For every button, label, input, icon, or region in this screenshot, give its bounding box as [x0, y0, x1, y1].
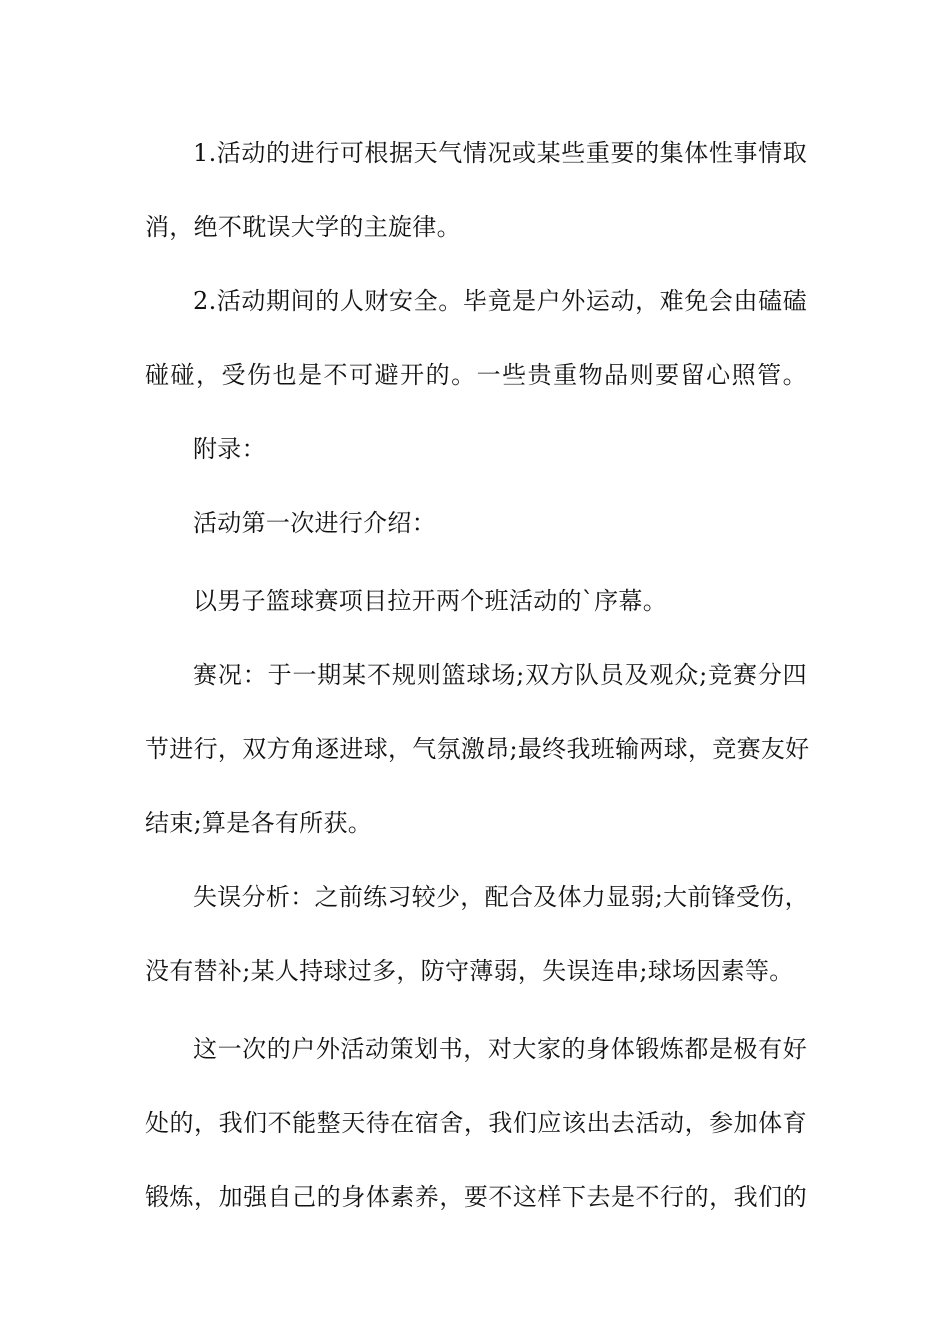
paragraph-line: 消，绝不耽误大学的主旋律。: [145, 213, 461, 241]
paragraph-line: 结束;算是各有所获。: [145, 809, 373, 837]
paragraph-line: 活动第一次进行介绍：: [193, 509, 436, 537]
paragraph-line: 节进行，双方角逐进球，气氛激昂;最终我班输两球，竞赛友好: [145, 735, 810, 763]
paragraph-line: 失误分析：之前练习较少，配合及体力显弱;大前锋受伤，: [193, 883, 809, 911]
paragraph-line: 这一次的户外活动策划书，对大家的身体锻炼都是极有好: [193, 1035, 807, 1063]
paragraph-line: 2.活动期间的人财安全。毕竟是户外运动，难免会由磕磕: [193, 287, 807, 315]
paragraph-line: 赛况：于一期某不规则篮球场;双方队员及观众;竞赛分四: [193, 661, 807, 689]
paragraph-line: 没有替补;某人持球过多，防守薄弱，失误连串;球场因素等。: [145, 957, 794, 985]
paragraph-line: 碰碰，受伤也是不可避开的。一些贵重物品则要留心照管。: [145, 361, 807, 389]
paragraph-line: 1.活动的进行可根据天气情况或某些重要的集体性事情取: [193, 139, 807, 167]
paragraph-line: 锻炼，加强自己的身体素养，要不这样下去是不行的，我们的: [145, 1183, 807, 1211]
paragraph-line: 以男子篮球赛项目拉开两个班活动的`序幕。: [193, 587, 667, 615]
paragraph-line: 处的，我们不能整天待在宿舍，我们应该出去活动，参加体育: [145, 1109, 807, 1137]
section-heading: 附录：: [193, 435, 266, 463]
